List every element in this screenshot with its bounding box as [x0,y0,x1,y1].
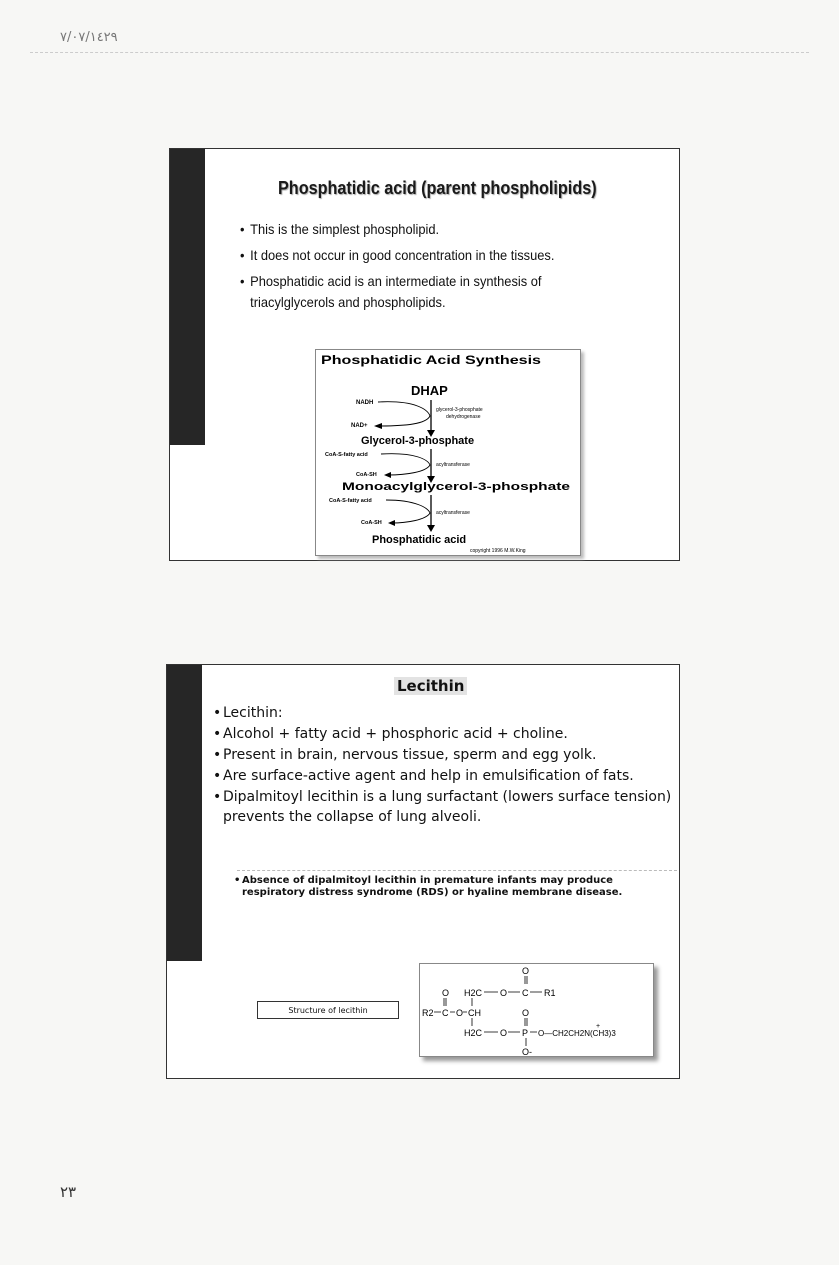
bullet-item: • Dipalmitoyl lecithin is a lung surfactant (lowers surface tension) prevents the collapse of lung alveoli. [213,787,679,827]
diagram-title: Phosphatidic Acid Synthesis [321,355,541,367]
slide-lecithin [166,664,680,1079]
bullet-item: • Phosphatidic acid is an intermediate in synthesis of triacylglycerols and phospholipids. [240,271,626,313]
bond-double-top [525,976,527,984]
cofactor-curve-1 [378,402,430,426]
group-r1: R1 [544,988,556,998]
nadh-label: NADH [356,400,374,406]
group-h2c-bottom: H2C [464,1028,483,1038]
cofactor-curve-3 [386,500,430,523]
bullet-list [240,219,660,318]
synthesis-diagram [315,349,581,556]
nad-label: NAD+ [351,423,368,429]
structure-caption: Structure of lecithin [257,1001,399,1019]
coa-fatty-acid-2: CoA-S-fatty acid [329,498,372,504]
atom-o-left: O [442,988,450,998]
atom-o3: O [500,1028,508,1038]
top-divider [30,52,809,53]
header-code: ٧/٠٧/١٤٢٩ [60,30,118,45]
bond-double-p [525,1018,527,1026]
arrow-3-head [427,525,435,532]
atom-c1: C [522,988,529,998]
g3p-label: Glycerol-3-phosphate [361,435,475,447]
slide-side-bar [167,665,202,961]
copyright-label: copyright 1996 M.W.King [470,548,526,554]
plus-charge: + [596,1023,601,1030]
slide-title: Phosphatidic acid (parent phospholipids) [278,178,597,198]
cofactor-curve-1-head [374,423,382,429]
enzyme3-label: acyltransferase [436,510,470,516]
bullet-item: • This is the simplest phospholipid. [240,219,626,240]
rds-note-text: Absence of dipalmitoyl lecithin in premature infants may produce respiratory distress syndrome (RDS) or hyaline membrane disease. [242,875,623,898]
bullet-item: • Present in brain, nervous tissue, sperm and egg yolk. [213,745,679,765]
page-number: ٢٣ [60,1183,77,1201]
bullet-item: • Alcohol + fatty acid + phosphoric acid + choline. [213,724,679,744]
enzyme2-label: acyltransferase [436,462,470,468]
atom-o-p: O [522,1008,530,1018]
pa-label: Phosphatidic acid [372,534,467,546]
note-divider [237,870,677,871]
rds-note [234,875,642,899]
atom-o1: O [500,988,508,998]
cofactor-curve-2-head [384,472,391,478]
enzyme1b-label: dehydrogenase [446,414,481,420]
bullet-list [213,703,679,828]
bullet-item: • It does not occur in good concentration in the tissues. [240,245,626,266]
bullet-item: • Lecithin: [213,703,679,723]
dhap-label: DHAP [411,383,448,398]
coash-1: CoA-SH [356,472,377,478]
mag3p-label: Monoacylglycerol-3-phosphate [342,481,570,493]
atom-p: P [522,1028,529,1038]
group-choline: O—CH2CH2N(CH3)3 [538,1029,616,1038]
group-r2: R2 [422,1008,434,1018]
bond-double-left [444,998,446,1006]
atom-o-minus: O- [522,1047,532,1056]
atom-c2: C [442,1008,449,1018]
atom-o-top: O [522,966,530,976]
slide-phosphatidic-acid [169,148,680,561]
group-h2c-top: H2C [464,988,483,998]
atom-o2: O [456,1008,464,1018]
coa-fatty-acid-1: CoA-S-fatty acid [325,452,368,458]
coash-2: CoA-SH [361,520,382,526]
slide-title: Lecithin [394,677,467,695]
bullet-item: • Are surface-active agent and help in emulsification of fats. [213,766,679,786]
note-bullet: • [234,875,241,886]
group-ch: CH [468,1008,481,1018]
cofactor-curve-3-head [388,520,395,526]
enzyme1-label: glycerol-3-phosphate [436,407,483,413]
slide-side-bar [170,149,205,445]
lecithin-structure [419,963,654,1057]
cofactor-curve-2 [381,454,430,475]
